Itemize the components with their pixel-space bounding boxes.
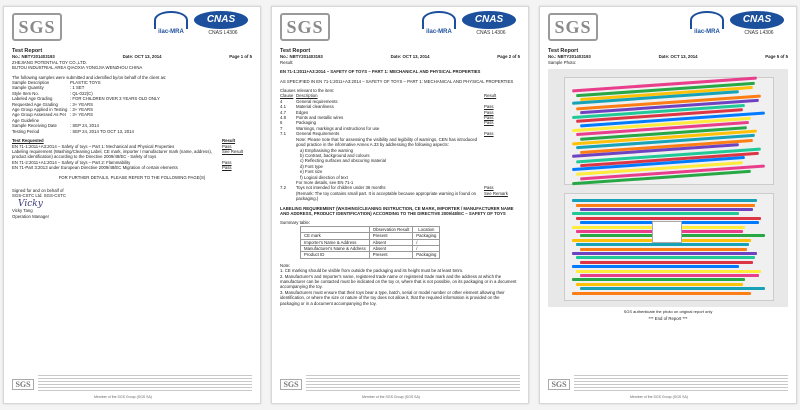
signer-name: Vicky Tang	[12, 208, 33, 214]
footer-fine-print	[38, 375, 252, 393]
test-name: EN 71-1:2011+A3:2014 – Safety of toys – Part 1: Mechanical and Physical Properties	[12, 143, 175, 149]
toy-stick	[580, 261, 753, 264]
aspects-list	[280, 148, 520, 180]
test-result: Pass	[222, 143, 232, 149]
report-date: Date: OCT 13, 2014	[390, 54, 430, 60]
test-report-title: Test Report	[12, 48, 43, 54]
sgs-logo: SGS	[548, 13, 598, 41]
clause-description: Warnings, markings and instructions for use	[296, 125, 380, 131]
toy-stick	[576, 283, 743, 286]
ilac-mra-logo: ilac-MRA	[690, 11, 724, 41]
report-date: Date: OCT 13, 2014	[658, 54, 698, 60]
page-header	[272, 7, 528, 47]
summary-table	[300, 226, 440, 259]
table-row	[301, 252, 440, 258]
sample-fields	[12, 80, 252, 134]
footer-fine-print	[306, 375, 520, 393]
field-value: : SEP 24, 2014	[70, 123, 99, 129]
report-number: No.: NBTY201403193	[12, 54, 55, 60]
aspect-item: d) Font type	[300, 163, 323, 169]
field-value: : 3+ YEARS	[70, 107, 93, 113]
end-of-report: *** End of Report ***	[648, 316, 688, 322]
further-details: FOR FURTHER DETAILS, PLEASE REFER TO THE FOLLOWING PAGE(S)	[58, 174, 206, 180]
sample-field-row	[12, 129, 252, 134]
aspect-item: a) Emphasising the warning	[300, 147, 354, 153]
page-footer	[272, 369, 528, 399]
clause-7-2: 7.2	[280, 185, 286, 191]
summary-label: Summary table:	[280, 220, 311, 226]
field-value: : FOR CHILDREN OVER 3 YEARS OLD ONLY	[70, 96, 160, 102]
aspect-item: b) Contrast, background and colours	[300, 152, 370, 158]
aspect-item: e) Font size	[300, 169, 323, 175]
toy-stick	[580, 274, 759, 277]
toy-stick	[572, 199, 757, 202]
clause-result: Pass	[484, 131, 494, 137]
field-key: Age Group Applied in Testing	[12, 107, 68, 113]
clause-number: 7	[280, 125, 283, 131]
clause-result: Pass	[484, 115, 494, 121]
clause-row	[280, 131, 520, 136]
notes-heading: Note:	[280, 262, 291, 268]
footer-sgs-logo: SGS	[280, 379, 302, 390]
report-number: No.: NBTY201403193	[280, 54, 323, 60]
remark-result: See Remark	[484, 190, 508, 196]
page-number: Page 2 of 5	[497, 54, 520, 60]
signed-label: Signed for and on behalf of	[12, 187, 64, 193]
clause-result: Pass	[484, 104, 494, 110]
sample-field-row	[12, 112, 252, 123]
field-key: Requested Age Grading	[12, 101, 58, 107]
toy-stick	[572, 265, 739, 268]
table-cell: Importer's Name & Address	[301, 239, 370, 245]
ilac-mra-logo: ilac-MRA	[422, 11, 456, 41]
test-result: Pass	[222, 165, 232, 171]
more-details: For more details, see EN 71-1	[296, 179, 354, 185]
sample-photo	[548, 69, 788, 307]
table-cell: Absent	[369, 246, 413, 252]
clause-number: 4.7	[280, 109, 286, 115]
table-cell: Manufacturer's Name & Address	[301, 246, 370, 252]
page-header	[4, 7, 260, 47]
toy-stick	[576, 243, 749, 246]
footer-member: Member of the SGS Group (SGS SA)	[94, 395, 152, 399]
warning-note: Note: Please note that for assessing the visibility and legibility of warnings, CEN has introduced good practice in the informative Annex A.33 by addressing the following aspects:	[296, 136, 478, 148]
cnas-logo: CNAS CNAS L4306	[730, 11, 788, 43]
field-key: Style Item No.	[12, 90, 39, 96]
footer-member: Member of the SGS Group (SGS SA)	[362, 395, 420, 399]
page-header	[540, 7, 796, 47]
clause-number: 4.1	[280, 104, 286, 110]
clause-7-2-result: Pass	[484, 185, 494, 191]
table-header-cell: Location	[413, 226, 440, 232]
sgs-logo: SGS	[280, 13, 330, 41]
test-result: Pass	[222, 159, 232, 165]
col-clause: Clause	[280, 93, 294, 99]
toy-stick	[580, 287, 765, 290]
field-value: : SEP 24, 2014 TO OCT 13, 2014	[70, 128, 134, 134]
clause-number: 7.1	[280, 131, 286, 137]
signature: Vicky	[18, 198, 43, 209]
test-report-title: Test Report	[548, 48, 579, 54]
table-cell: Packaging	[413, 252, 440, 258]
test-requested-heading: Test Requested	[12, 138, 44, 144]
footer-member: Member of the SGS Group (SGS SA)	[630, 395, 688, 399]
test-row	[12, 149, 252, 160]
field-key: Testing Period	[12, 128, 40, 134]
remark-text: (Remark: The toy contains small part. It is acceptable because appropriate warning is found on packaging.)	[296, 190, 477, 202]
toy-stick	[572, 212, 739, 215]
clause-description: Edges	[296, 109, 309, 115]
field-value: : 3+ YEARS	[70, 112, 93, 118]
client-address: BUTOU INDUSTRIAL AREA QIAOXIA YONGJIA WENZHOU CHINA	[12, 65, 143, 71]
footer-fine-print	[574, 375, 788, 393]
toy-stick	[580, 208, 753, 211]
toy-stick	[572, 252, 757, 255]
field-value: : 1 SET	[70, 85, 85, 91]
intro-text: The following samples were submitted and identified by/on behalf of the client as:	[12, 74, 167, 80]
client-company: ZHEJIANG POTENTIAL TOY CO.,LTD.	[12, 59, 87, 65]
table-cell: CE mark	[301, 233, 370, 239]
section-heading-en71-1: EN 71-1:2011+A3:2014 – SAFETY OF TOYS – PART 1: MECHANICAL AND PHYSICAL PROPERTIES	[280, 69, 481, 75]
page-number: Page 5 of 5	[765, 54, 788, 60]
clause-number: 4	[280, 98, 283, 104]
tests-list	[12, 144, 252, 171]
toy-stick	[576, 270, 761, 273]
test-name: EN 71-Part 3:2013 under European Directive 2009/48/EC Migration of certain elements	[12, 165, 178, 171]
field-key: Sample Description	[12, 80, 50, 86]
clause-description: General requirements	[296, 98, 338, 104]
test-result: See Result	[222, 148, 244, 154]
signed-org: SGS-CSTC Ltd. SGS-CSTC	[12, 193, 66, 199]
aspect-item: f) Logical direction of text	[300, 174, 348, 180]
toy-stick	[580, 248, 747, 251]
page-footer	[4, 369, 260, 399]
toy-stick	[572, 278, 745, 281]
test-name: EN 71-2:2011+A1:2014 – Safety of toys – Part 2: Flammability	[12, 159, 131, 165]
ilac-mra-logo: ilac-MRA	[154, 11, 188, 41]
test-row	[12, 165, 252, 170]
note-item: 3. Manufacturers must ensure that their toys bear a type, batch, serial or model number or other element allowing their identification, or where the size or nature of the toy does not allow it, that the required information is provided on the packaging or in a document accompanying the toy.	[280, 289, 505, 306]
table-cell: Absent	[369, 239, 413, 245]
clause-7-2-desc: Toys not intended for children under 36 months	[296, 185, 386, 191]
cnas-logo: CNAS CNAS L4306	[462, 11, 520, 43]
field-value: : QL-022(C)	[70, 90, 93, 96]
signer-title: Operation Manager	[12, 213, 50, 219]
aspect-item: c) Reflecting surfaces and obscuring material	[300, 158, 386, 164]
table-cell: Product ID	[301, 252, 370, 258]
photo-caption: SGS authenticate the photo on original report only	[623, 309, 713, 315]
notes-list	[280, 268, 520, 306]
field-value: : 3+ YEARS	[70, 101, 93, 107]
sgs-logo: SGS	[12, 13, 62, 41]
specified-heading: AS SPECIFIED IN EN 71-1:2011+A3:2014 – SAFETY OF TOYS – PART 1: MECHANICAL AND PHYSICAL PROPERTIES	[280, 78, 514, 84]
clause-number: 6	[280, 120, 283, 126]
field-key: Labeled Age Grading	[12, 96, 53, 102]
clause-description: General Requirements	[296, 131, 340, 137]
clause-result: Pass	[484, 109, 494, 115]
table-cell: Present	[369, 233, 413, 239]
note-item: 2. Manufacturer's and Importer's name, registered trade name or registered trade mark and the address at which the manufacturer can be contacted must be indicated on the toy or, where that is not possible, on its packaging or in a document accompanying the toy.	[280, 273, 517, 290]
report-date: Date: OCT 13, 2014	[122, 54, 162, 60]
sample-photo-label: Sample Photo:	[548, 59, 577, 65]
clause-description: Packaging	[296, 120, 317, 126]
toy-stick	[576, 217, 761, 220]
toy-stick	[576, 256, 755, 259]
result-label: Result:	[280, 59, 294, 65]
field-key: Sample Receiving Date	[12, 123, 57, 129]
clause-result: Pass	[484, 120, 494, 126]
footer-sgs-logo: SGS	[548, 379, 570, 390]
cnas-logo: CNAS CNAS L4306	[194, 11, 252, 43]
page-footer	[540, 369, 796, 399]
clauses-relevant: Clauses relevant to the item:	[280, 88, 335, 94]
report-page-2	[271, 6, 529, 404]
table-header-cell: Observation Result	[369, 226, 413, 232]
field-key: Age Group Assessed As Per Age Guideline	[12, 112, 67, 123]
field-key: Sample Quantity	[12, 85, 44, 91]
clause-description: Points and metallic wires	[296, 115, 344, 121]
field-value: PLASTIC TOYS	[70, 80, 101, 86]
test-report-title: Test Report	[280, 48, 311, 54]
test-name: Labeling requirement (Washing/Cleaning Label, CE mark, importer / manufacturer mark (name, address), product identification) according to the Directive 2009/48/EC - Safety of toys	[12, 148, 212, 160]
clause-number: 4.8	[280, 115, 286, 121]
labeling-heading: LABELING REQUIREMENT (WASHING/CLEANING INSTRUCTION, CE MARK, IMPORTER / MANUFACTURER NAME AND ADDRESS, PRODUCT IDENTIFICATION) ACCORDING TO THE DIRECTIVE 2009/48/EC – SAFETY OF TOYS	[280, 205, 514, 216]
toy-stick	[572, 292, 751, 295]
page-number: Page 1 of 5	[229, 54, 252, 60]
table-cell: /	[413, 239, 440, 245]
toy-stick	[576, 204, 755, 207]
report-page-5	[539, 6, 797, 404]
result-heading: Result	[222, 138, 236, 144]
table-cell: /	[413, 246, 440, 252]
note-item: 1. CE marking should be visible from outside the packaging and its height must be at least 5mm.	[280, 268, 464, 274]
table-cell: Packaging	[413, 233, 440, 239]
col-description: Description	[296, 93, 318, 99]
footer-sgs-logo: SGS	[12, 379, 34, 390]
report-number: No.: NBTY201403193	[548, 54, 591, 60]
col-result: Result	[484, 93, 497, 99]
clause-description: Material cleanliness	[296, 104, 334, 110]
report-page-1	[3, 6, 261, 404]
table-cell: Present	[369, 252, 413, 258]
clauses-list	[280, 99, 520, 137]
